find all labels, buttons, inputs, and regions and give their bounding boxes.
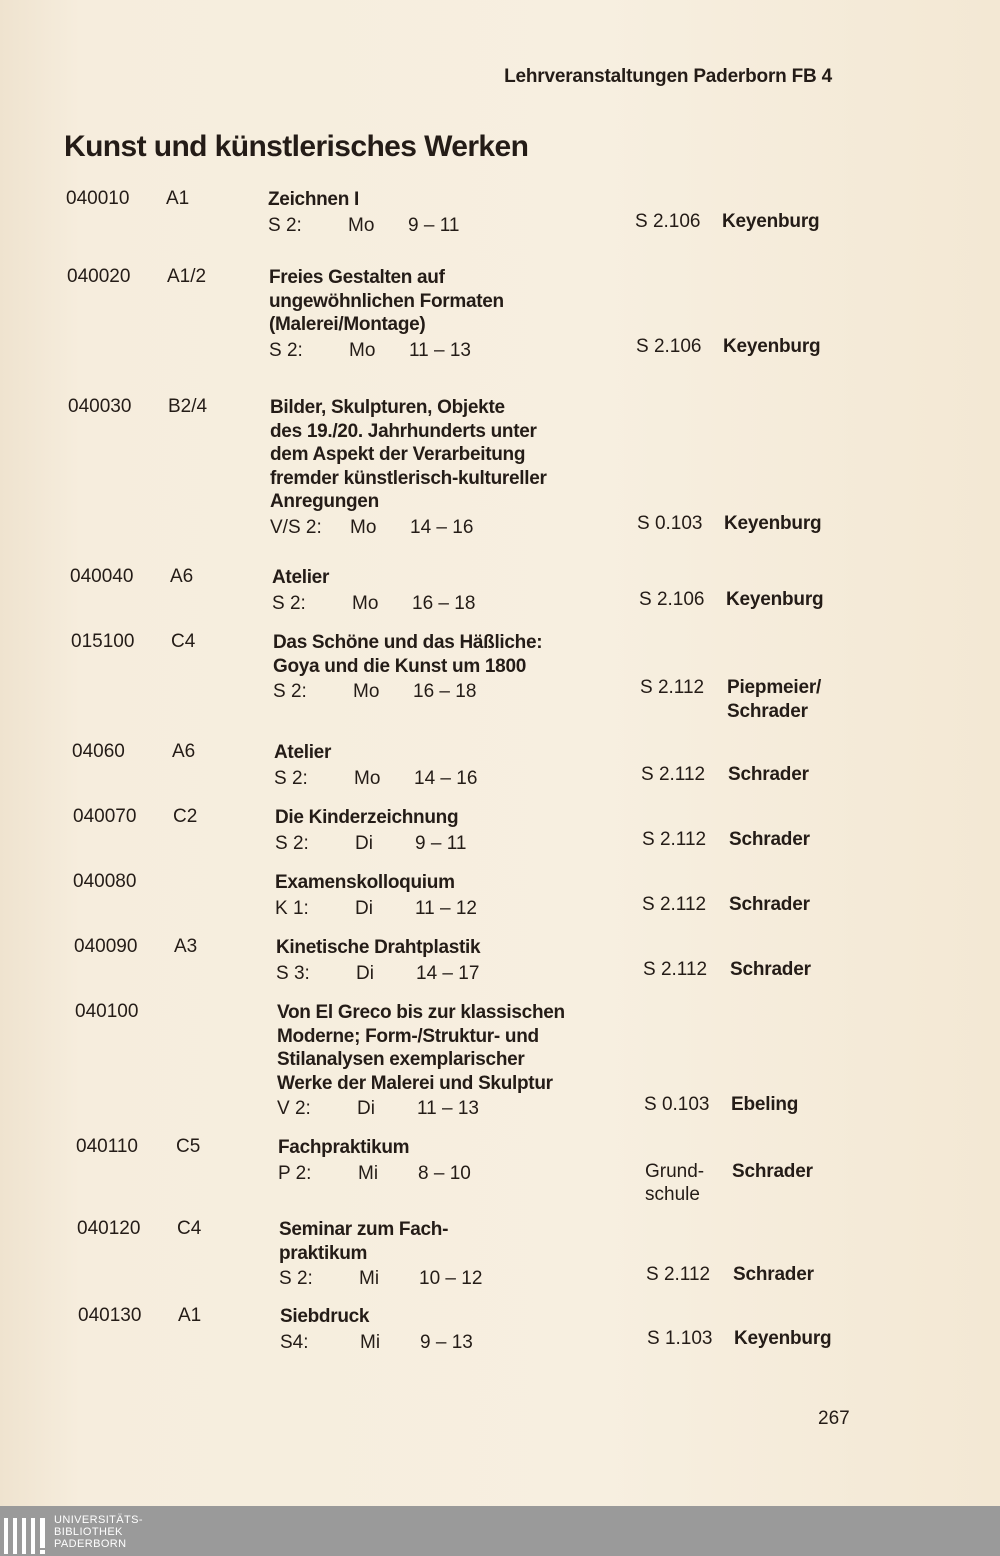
course-title-line: dem Aspekt der Verarbeitung bbox=[270, 444, 526, 465]
course-day: Mo bbox=[353, 681, 380, 702]
course-title-line: des 19./20. Jahrhunderts unter bbox=[270, 420, 537, 442]
running-head: Lehrveranstaltungen Paderborn FB 4 bbox=[504, 66, 832, 87]
course-room-line: S 2.112 bbox=[641, 763, 706, 785]
course-title-line: Werke der Malerei und Skulptur bbox=[277, 1072, 553, 1094]
course-room-line: S 0.103 bbox=[644, 1094, 710, 1115]
course-room bbox=[644, 1093, 710, 1117]
course-lecturer-line: Keyenburg bbox=[723, 335, 821, 357]
course-body bbox=[272, 566, 632, 617]
course-lecturer-line: Schrader bbox=[730, 958, 811, 980]
course-number: 040100 bbox=[75, 1001, 139, 1022]
course-title bbox=[280, 1305, 640, 1329]
course-lecturer bbox=[729, 828, 810, 852]
course-schedule bbox=[278, 1161, 638, 1187]
course-code: C2 bbox=[173, 806, 198, 827]
course-title-line: Das Schöne und das Häßliche: bbox=[273, 632, 543, 653]
course-body bbox=[279, 1218, 639, 1292]
course-room-line: S 2.112 bbox=[642, 893, 707, 915]
course-time: 11 – 13 bbox=[417, 1098, 479, 1119]
course-room-line: S 2.106 bbox=[636, 335, 702, 357]
course-time: 9 – 11 bbox=[408, 214, 460, 236]
course-code: A3 bbox=[174, 936, 198, 957]
course-title bbox=[274, 741, 634, 765]
course-code: C4 bbox=[177, 1218, 202, 1239]
course-title-line: Moderne; Form-/Struktur- und bbox=[277, 1025, 539, 1047]
course-code: B2/4 bbox=[168, 396, 208, 417]
course-body bbox=[276, 936, 636, 987]
course-room bbox=[646, 1263, 710, 1287]
course-type-hours: S 2: bbox=[279, 1268, 313, 1289]
course-code: A1/2 bbox=[167, 266, 207, 287]
course-type-hours: V/S 2: bbox=[270, 516, 322, 538]
course-room bbox=[639, 588, 705, 612]
course-lecturer-line: Keyenburg bbox=[726, 588, 824, 610]
course-title-line: Goya und die Kunst um 1800 bbox=[273, 655, 526, 677]
course-lecturer bbox=[733, 1263, 814, 1287]
course-schedule bbox=[270, 515, 630, 541]
course-title-line: Stilanalysen exemplarischer bbox=[277, 1049, 525, 1070]
course-schedule bbox=[274, 766, 634, 792]
course-day: Mo bbox=[348, 214, 375, 236]
course-schedule bbox=[279, 1266, 639, 1292]
course-lecturer bbox=[731, 1093, 798, 1117]
course-number: 040070 bbox=[73, 806, 137, 827]
course-title bbox=[275, 806, 635, 830]
course-day: Di bbox=[355, 897, 373, 919]
course-type-hours: S 2: bbox=[269, 339, 303, 361]
course-lecturer-line: Schrader bbox=[729, 828, 810, 850]
course-number: 040130 bbox=[78, 1305, 142, 1326]
logo-line: UNIVERSITÄTS- bbox=[54, 1514, 143, 1526]
course-number: 015100 bbox=[71, 631, 135, 652]
course-lecturer bbox=[732, 1160, 813, 1184]
course-day: Di bbox=[356, 962, 374, 984]
course-title bbox=[268, 188, 628, 212]
course-time: 9 – 13 bbox=[420, 1331, 473, 1353]
course-body bbox=[280, 1305, 640, 1356]
course-lecturer-line: Schrader bbox=[728, 763, 809, 785]
course-title-line: Seminar zum Fach- bbox=[279, 1219, 449, 1240]
course-room-line: Grund- bbox=[645, 1160, 705, 1182]
course-number: 040030 bbox=[68, 396, 132, 417]
course-day: Mi bbox=[358, 1162, 379, 1184]
course-title-line: Siebdruck bbox=[280, 1306, 370, 1327]
course-time: 16 – 18 bbox=[412, 592, 476, 614]
logo-line: PADERBORN bbox=[54, 1538, 127, 1550]
course-day: Di bbox=[357, 1098, 375, 1119]
course-time: 16 – 18 bbox=[413, 681, 477, 702]
course-room bbox=[637, 512, 703, 536]
course-room bbox=[636, 335, 702, 359]
course-room-line: S 2.106 bbox=[635, 210, 701, 232]
course-title-line: Atelier bbox=[272, 567, 330, 588]
course-room bbox=[642, 893, 706, 917]
course-lecturer-line: Schrader bbox=[729, 893, 810, 915]
course-schedule bbox=[269, 338, 629, 364]
course-time: 14 – 16 bbox=[410, 516, 474, 538]
course-lecturer-line: Piepmeier/ bbox=[727, 677, 822, 698]
course-title-line: Atelier bbox=[274, 742, 332, 763]
course-room bbox=[645, 1160, 704, 1207]
logo-line: BIBLIOTHEK bbox=[54, 1526, 123, 1538]
course-title-line: (Malerei/Montage) bbox=[269, 314, 426, 335]
course-lecturer bbox=[730, 958, 811, 982]
course-title bbox=[273, 631, 633, 678]
course-body bbox=[268, 188, 628, 239]
course-code: C5 bbox=[176, 1136, 201, 1157]
course-schedule bbox=[273, 679, 633, 705]
course-body bbox=[278, 1136, 638, 1187]
course-lecturer-line: Ebeling bbox=[731, 1094, 799, 1115]
course-type-hours: V 2: bbox=[277, 1098, 311, 1119]
course-title-line: Kinetische Drahtplastik bbox=[276, 937, 481, 958]
course-time: 11 – 12 bbox=[415, 897, 477, 919]
course-room-line: S 2.106 bbox=[639, 588, 705, 610]
course-room-line: S 2.112 bbox=[646, 1264, 711, 1285]
course-title bbox=[272, 566, 632, 590]
course-title-line: Fachpraktikum bbox=[278, 1137, 410, 1158]
course-lecturer bbox=[724, 512, 821, 536]
course-room bbox=[642, 828, 706, 852]
course-time: 11 – 13 bbox=[409, 339, 471, 361]
course-schedule bbox=[280, 1330, 640, 1356]
course-body bbox=[269, 266, 629, 364]
course-room-line: S 2.112 bbox=[642, 828, 707, 850]
course-room bbox=[640, 676, 704, 700]
course-day: Mo bbox=[350, 516, 377, 538]
course-body bbox=[275, 871, 635, 922]
course-title-line: Examenskolloquium bbox=[275, 872, 455, 893]
course-code: A1 bbox=[178, 1305, 202, 1326]
course-code: A6 bbox=[172, 741, 196, 762]
course-number: 040040 bbox=[70, 566, 134, 587]
course-type-hours: S 3: bbox=[276, 962, 310, 984]
course-day: Mo bbox=[352, 592, 379, 614]
course-time: 8 – 10 bbox=[418, 1162, 471, 1184]
course-lecturer bbox=[726, 588, 823, 612]
course-room-line: schule bbox=[645, 1184, 700, 1205]
page-title: Kunst und künstlerisches Werken bbox=[64, 130, 529, 163]
course-title-line: fremder künstlerisch-kultureller bbox=[270, 467, 547, 489]
course-schedule bbox=[275, 831, 635, 857]
course-lecturer-line: Schrader bbox=[727, 700, 808, 722]
course-lecturer-line: Schrader bbox=[733, 1264, 814, 1285]
course-title-line: Die Kinderzeichnung bbox=[275, 807, 459, 828]
library-logo-text bbox=[54, 1514, 143, 1550]
course-number: 040010 bbox=[66, 188, 130, 209]
course-title bbox=[275, 871, 635, 895]
course-type-hours: S 2: bbox=[268, 214, 302, 236]
course-number: 040020 bbox=[67, 266, 131, 287]
course-lecturer bbox=[722, 210, 819, 234]
course-code: A1 bbox=[166, 188, 190, 209]
course-lecturer-line: Keyenburg bbox=[722, 210, 820, 232]
course-title-line: praktikum bbox=[279, 1242, 368, 1264]
course-title-line: Von El Greco bis zur klassischen bbox=[277, 1002, 565, 1023]
course-type-hours: P 2: bbox=[278, 1162, 312, 1184]
course-day: Mo bbox=[349, 339, 376, 361]
course-type-hours: S4: bbox=[280, 1331, 309, 1353]
course-lecturer bbox=[723, 335, 820, 359]
course-lecturer bbox=[727, 676, 821, 723]
course-time: 14 – 17 bbox=[416, 962, 480, 984]
course-number: 040110 bbox=[76, 1136, 138, 1157]
course-lecturer bbox=[734, 1327, 831, 1351]
course-room-line: S 1.103 bbox=[647, 1327, 713, 1349]
course-type-hours: S 2: bbox=[272, 592, 306, 614]
course-number: 040080 bbox=[73, 871, 137, 892]
course-title bbox=[277, 1001, 637, 1095]
course-body bbox=[277, 1001, 637, 1122]
course-lecturer-line: Keyenburg bbox=[724, 512, 822, 534]
course-lecturer-line: Keyenburg bbox=[734, 1327, 832, 1349]
course-room bbox=[643, 958, 707, 982]
course-room bbox=[641, 763, 705, 787]
course-title-line: Bilder, Skulpturen, Objekte bbox=[270, 397, 505, 418]
course-schedule bbox=[276, 961, 636, 987]
course-body bbox=[273, 631, 633, 705]
course-room bbox=[647, 1327, 713, 1351]
course-title-line: ungewöhnlichen Formaten bbox=[269, 290, 504, 312]
course-room bbox=[635, 210, 701, 234]
course-day: Di bbox=[355, 832, 373, 854]
course-title bbox=[279, 1218, 639, 1265]
course-title bbox=[270, 396, 630, 514]
course-title-line: Zeichnen I bbox=[268, 189, 359, 210]
course-lecturer-line: Schrader bbox=[732, 1160, 813, 1182]
course-body bbox=[274, 741, 634, 792]
course-lecturer bbox=[728, 763, 809, 787]
course-time: 9 – 11 bbox=[415, 832, 467, 854]
course-type-hours: S 2: bbox=[273, 681, 307, 702]
course-title-line: Anregungen bbox=[270, 491, 379, 512]
course-day: Mo bbox=[354, 767, 381, 789]
course-time: 10 – 12 bbox=[419, 1268, 483, 1289]
course-title bbox=[278, 1136, 638, 1160]
course-room-line: S 2.112 bbox=[643, 958, 708, 980]
course-room-line: S 2.112 bbox=[640, 677, 705, 698]
course-schedule bbox=[277, 1096, 637, 1122]
course-type-hours: S 2: bbox=[275, 832, 309, 854]
course-room-line: S 0.103 bbox=[637, 512, 703, 534]
library-footer bbox=[0, 1506, 1000, 1556]
course-schedule bbox=[268, 213, 628, 239]
course-day: Mi bbox=[359, 1268, 380, 1289]
course-time: 14 – 16 bbox=[414, 767, 478, 789]
course-schedule bbox=[272, 591, 632, 617]
course-number: 040120 bbox=[77, 1218, 141, 1239]
course-schedule bbox=[275, 896, 635, 922]
course-lecturer bbox=[729, 893, 810, 917]
course-day: Mi bbox=[360, 1331, 381, 1353]
course-code: C4 bbox=[171, 631, 196, 652]
course-title bbox=[269, 266, 629, 337]
course-body bbox=[270, 396, 630, 541]
course-type-hours: S 2: bbox=[274, 767, 308, 789]
course-title-line: Freies Gestalten auf bbox=[269, 267, 445, 288]
course-title bbox=[276, 936, 636, 960]
course-number: 04060 bbox=[72, 741, 125, 762]
page-number: 267 bbox=[818, 1408, 850, 1429]
course-code: A6 bbox=[170, 566, 194, 587]
course-body bbox=[275, 806, 635, 857]
library-logo-icon bbox=[4, 1514, 48, 1554]
course-type-hours: K 1: bbox=[275, 897, 309, 919]
course-number: 040090 bbox=[74, 936, 138, 957]
